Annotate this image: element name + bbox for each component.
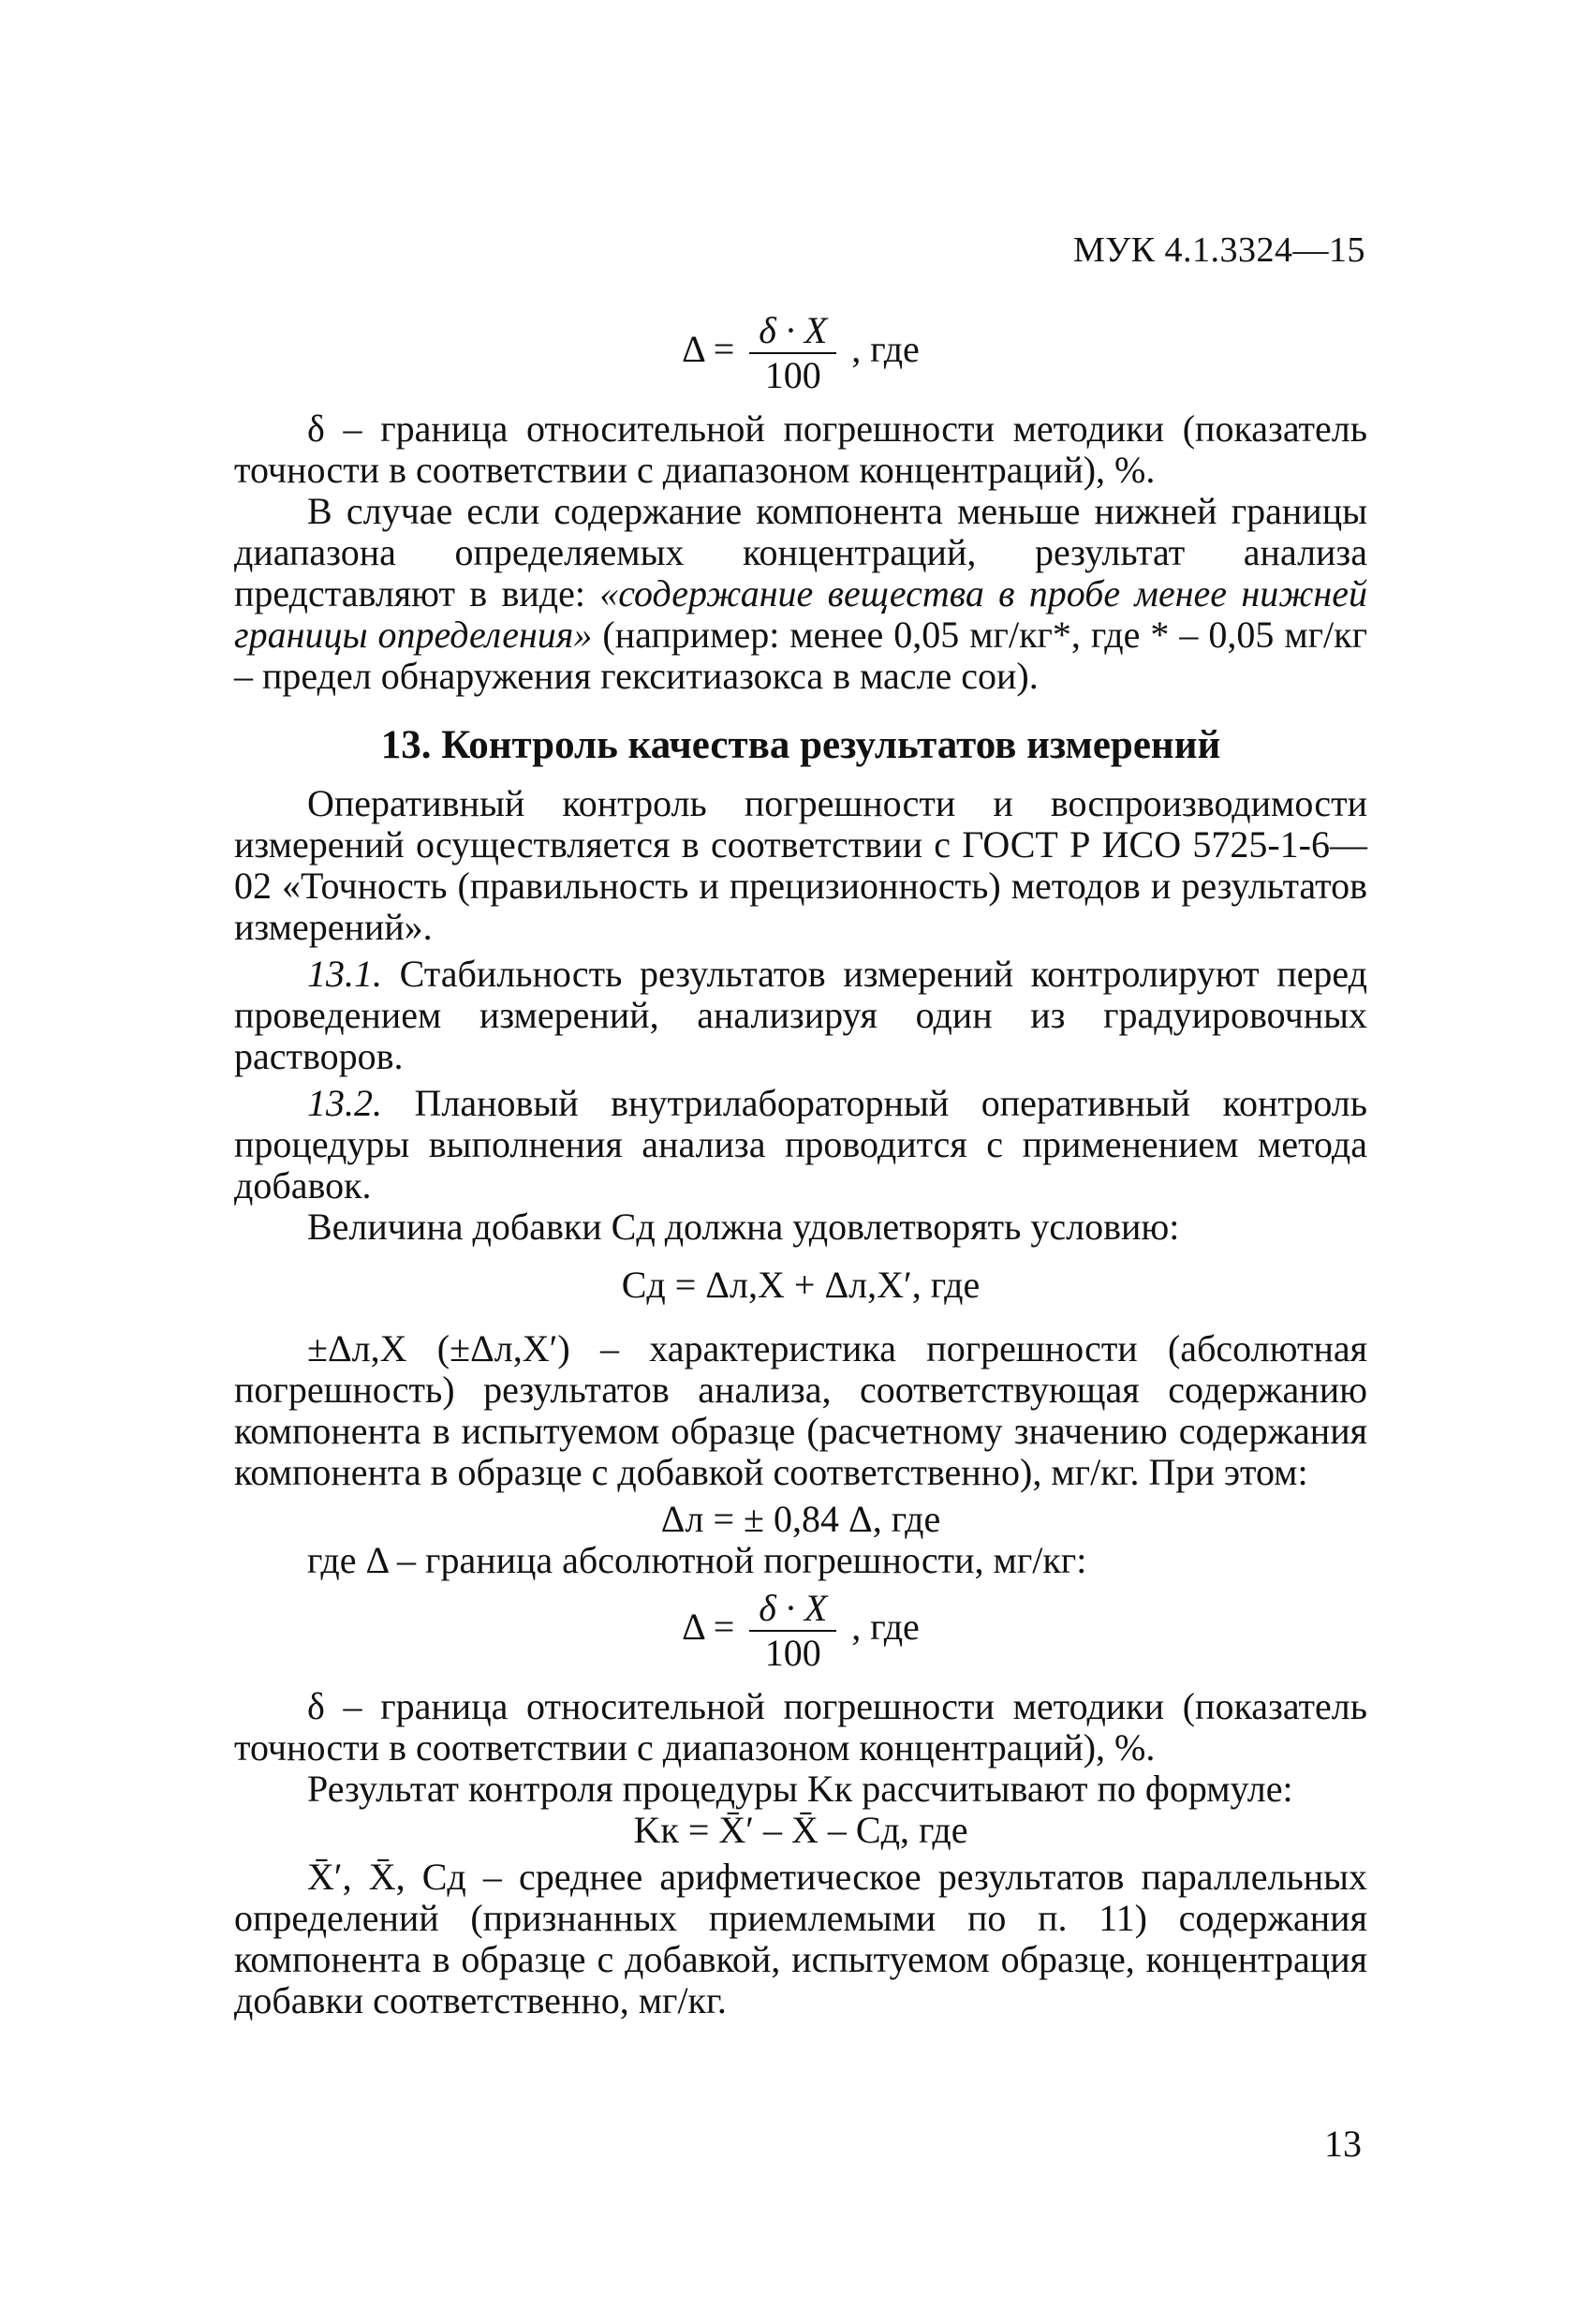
fraction-denominator: 100 [764, 1632, 821, 1674]
formula-delta-2 [234, 1587, 1367, 1675]
paragraph-low-content [234, 491, 1367, 697]
paragraph-delta-definition-2: δ – граница относительной погрешности методики (показатель точности в соответствии с диапазоном концентраций), %. [234, 1685, 1367, 1769]
paragraph-low-content-before: В случае если содержание компонента меньше нижней границы диапазона определяемых концентраций, результат анализа представляют в виде: [234, 490, 1367, 614]
paragraph-absolute-error: где Δ – граница абсолютной погрешности, мг/кг: [307, 1539, 1087, 1581]
clause-text: Плановый внутрилабораторный оперативный контроль процедуры выполнения анализа проводится с применением метода добавок. [234, 1082, 1367, 1206]
formula-suffix: , где [851, 328, 920, 371]
formula-kk: Kк = X̄′ – X̄ – Cд, где [633, 1809, 968, 1851]
paragraph-control-result: Результат контроля процедуры Kк рассчитывают по формуле: [307, 1768, 1293, 1810]
paragraph-low-content-after: (например: менее 0,05 мг/кг*, где * – 0,05 мг/кг – предел обнаружения гекситиазокса в масле сои). [234, 614, 1367, 697]
formula-delta-1 [234, 309, 1367, 397]
page-number: 13 [1324, 2123, 1362, 2165]
document-code: МУК 4.1.3324—15 [1072, 230, 1365, 270]
formula-lhs: Δ = [682, 1606, 735, 1649]
fraction-denominator: 100 [764, 354, 821, 396]
fraction [749, 309, 836, 397]
paragraph-13-1 [234, 954, 1367, 1077]
formula-additive: Cд = Δл,X + Δл,X′, где [621, 1264, 981, 1306]
section-heading: 13. Контроль качества результатов измерений [380, 723, 1221, 767]
page-content [234, 309, 1367, 2021]
fraction [749, 1587, 836, 1675]
paragraph-additive-value: Величина добавки Cд должна удовлетворять условию: [307, 1206, 1180, 1248]
paragraph-mean-definition: X̄′, X̄, Cд – среднее арифметическое результатов параллельных определений (признанных приемлемыми по п. 11) содержания компонента в образце с добавкой, испытуемом образце, концентрация добавки соответственно, мг/кг. [234, 1856, 1367, 2021]
clause-number: 13.1. [307, 953, 382, 995]
paragraph-low-content-quote: «содержание вещества в пробе менее нижней границы определения» [234, 572, 1367, 656]
fraction-numerator: δ · X [749, 1587, 836, 1632]
formula-suffix: , где [851, 1606, 920, 1649]
paragraph-13-2 [234, 1083, 1367, 1206]
fraction-numerator: δ · X [749, 309, 836, 354]
paragraph-operational-control: Оперативный контроль погрешности и воспроизводимости измерений осуществляется в соответствии с ГОСТ Р ИСО 5725-1-6—02 «Точность (правильность и прецизионность) методов и результатов измерений». [234, 782, 1367, 948]
formula-lhs: Δ = [682, 328, 735, 371]
formula-delta-l: Δл = ± 0,84 Δ, где [660, 1498, 941, 1540]
paragraph-error-characteristic: ±Δл,X (±Δл,X′) – характеристика погрешности (абсолютная погрешность) результатов анализа, соответствующая содержанию компонента в испытуемом образце (расчетному значению содержания компонента в образце с добавкой соответственно), мг/кг. При этом: [234, 1327, 1367, 1493]
paragraph-delta-definition: δ – граница относительной погрешности методики (показатель точности в соответствии с диапазоном концентраций), %. [234, 407, 1367, 491]
clause-number: 13.2. [307, 1082, 382, 1124]
clause-text: Стабильность результатов измерений контролируют перед проведением измерений, анализируя один из градуировочных растворов. [234, 953, 1367, 1077]
